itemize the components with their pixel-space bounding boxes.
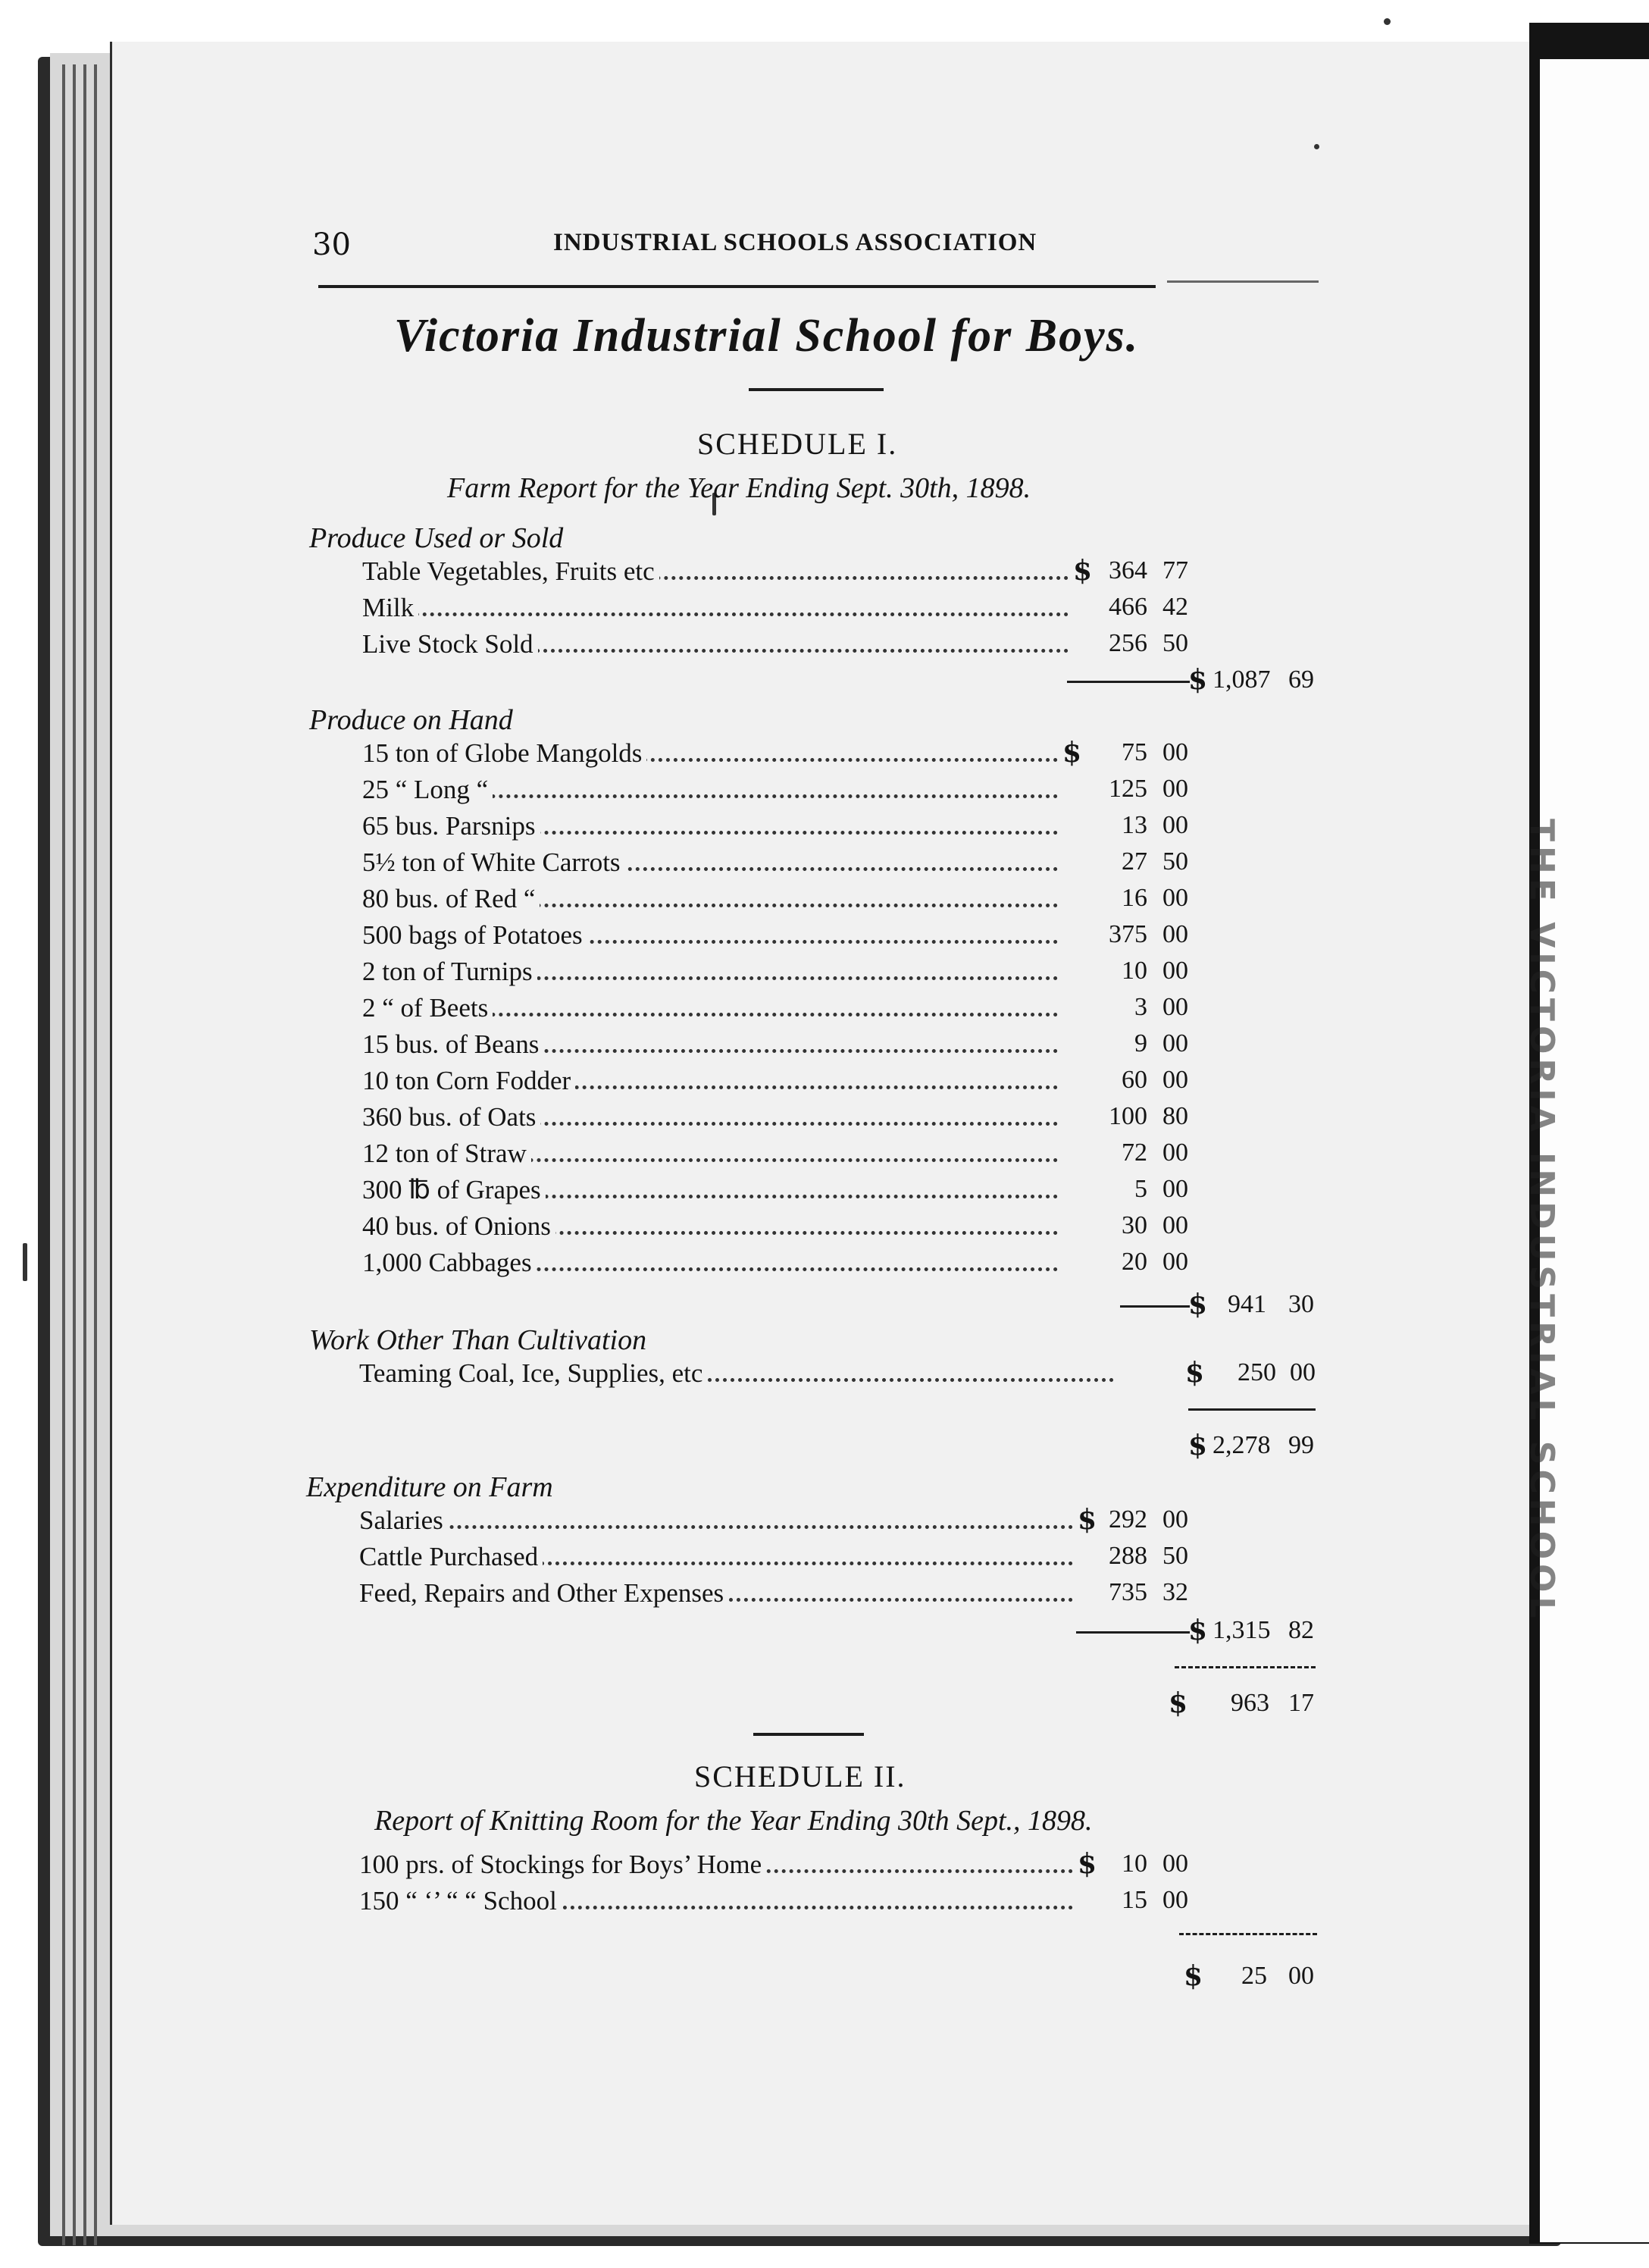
item-label: 5½ ton of White Carrots	[362, 847, 625, 878]
item-dollars: 72	[1122, 1139, 1147, 1167]
line-item	[362, 629, 1069, 664]
item-dollars: 16	[1122, 884, 1147, 912]
item-label: 100 prs. of Stockings for Boys’ Home	[359, 1850, 766, 1880]
line-item	[362, 957, 1058, 991]
item-dollars: 466	[1109, 593, 1147, 621]
line-item	[359, 1886, 1073, 1921]
section-total-cents: 82	[1288, 1616, 1314, 1644]
dollar-sign: $	[1073, 555, 1093, 587]
page-edge	[83, 64, 86, 2245]
item-cents: 00	[1162, 775, 1188, 803]
item-label: 500 bags of Potatoes	[362, 920, 587, 951]
item-cents: 00	[1162, 738, 1188, 766]
line-item	[359, 1358, 1114, 1393]
item-cents: 00	[1162, 1029, 1188, 1057]
dollar-sign: $	[1078, 1504, 1097, 1536]
dollar-sign: $	[1188, 1289, 1208, 1320]
item-label: 15 bus. of Beans	[362, 1029, 543, 1060]
item-dollars: 10	[1122, 1850, 1147, 1878]
dollar-sign: $	[1169, 1687, 1188, 1719]
section-label: Produce on Hand	[309, 704, 513, 736]
item-cents: 00	[1162, 1248, 1188, 1276]
subtotal-dash	[1188, 1408, 1316, 1411]
schedule-subtitle: Farm Report for the Year Ending Sept. 30th, 1898.	[447, 472, 1031, 504]
item-cents: 00	[1162, 920, 1188, 948]
item-label: 150 “ ‘’ “ “ School	[359, 1886, 562, 1916]
item-cents: 00	[1162, 1175, 1188, 1203]
item-dollars: 250	[1238, 1358, 1276, 1386]
line-item	[362, 1248, 1058, 1283]
item-dollars: 60	[1122, 1066, 1147, 1094]
item-label: Teaming Coal, Ice, Supplies, etc	[359, 1358, 707, 1389]
net-dash	[1175, 1666, 1316, 1671]
item-label: 2 “ of Beets	[362, 993, 493, 1023]
section-label: Expenditure on Farm	[306, 1471, 553, 1503]
net-dollars: 963	[1231, 1689, 1269, 1717]
line-item	[362, 738, 1058, 773]
line-item	[359, 1542, 1073, 1577]
item-dollars: 5	[1134, 1175, 1147, 1203]
total-dash	[1076, 1631, 1190, 1634]
item-cents: 50	[1162, 1542, 1188, 1570]
dollar-sign: $	[1078, 1848, 1097, 1880]
item-dollars: 735	[1109, 1578, 1147, 1606]
dollar-sign: $	[1188, 664, 1208, 696]
line-item	[362, 1175, 1058, 1210]
item-dollars: 3	[1134, 993, 1147, 1021]
item-dollars: 30	[1122, 1211, 1147, 1239]
item-cents: 00	[1162, 811, 1188, 839]
dot-leader	[377, 612, 1069, 619]
item-label: 15 ton of Globe Mangolds	[362, 738, 646, 769]
line-item	[362, 775, 1058, 810]
section-total-cents: 00	[1288, 1962, 1314, 1990]
header-rule	[318, 285, 1156, 288]
title-rule	[749, 388, 884, 391]
page-edge	[94, 64, 97, 2245]
line-item	[362, 593, 1069, 628]
schedule-subtitle: Report of Knitting Room for the Year Ending 30th Sept., 1898.	[374, 1805, 1093, 1837]
item-cents: 00	[1162, 1886, 1188, 1914]
section-total-dollars: 1,087	[1212, 666, 1271, 694]
line-item	[362, 847, 1058, 882]
item-cents: 00	[1162, 1850, 1188, 1878]
item-label: 65 bus. Parsnips	[362, 811, 540, 841]
item-dollars: 100	[1109, 1102, 1147, 1130]
item-label: 25 “ Long “	[362, 775, 493, 805]
total-dash	[1067, 681, 1190, 683]
item-cents: 00	[1162, 1139, 1188, 1167]
item-label: 80 bus. of Red “	[362, 884, 540, 914]
net-cents: 17	[1288, 1689, 1314, 1717]
item-cents: 00	[1162, 1211, 1188, 1239]
section-total-cents: 30	[1288, 1290, 1314, 1318]
line-item	[362, 1066, 1058, 1101]
item-label: 360 bus. of Oats	[362, 1102, 540, 1132]
scan-speck	[23, 1243, 27, 1281]
page-edge	[73, 64, 76, 2245]
item-label: 10 ton Corn Fodder	[362, 1066, 575, 1096]
section-total-dollars: 25	[1241, 1962, 1267, 1990]
line-item	[362, 1029, 1058, 1064]
item-label: Table Vegetables, Fruits etc	[362, 556, 659, 587]
item-cents: 77	[1162, 556, 1188, 584]
item-cents: 00	[1162, 993, 1188, 1021]
line-item	[362, 884, 1058, 919]
section-total-dollars: 941	[1228, 1290, 1266, 1318]
page-number: 30	[312, 227, 351, 262]
item-cents: 80	[1162, 1102, 1188, 1130]
item-label: 300 ℔ of Grapes	[362, 1175, 546, 1205]
item-label: 40 bus. of Onions	[362, 1211, 555, 1242]
item-cents: 00	[1162, 1505, 1188, 1533]
item-label: Feed, Repairs and Other Expenses	[359, 1578, 728, 1609]
page-title: Victoria Industrial School for Boys.	[394, 310, 1140, 362]
subtotal-dollars: 2,278	[1212, 1431, 1271, 1459]
section-label: Produce Used or Sold	[309, 522, 564, 554]
line-item	[362, 920, 1058, 955]
line-item	[359, 1505, 1073, 1540]
item-label: 12 ton of Straw	[362, 1139, 531, 1169]
line-item	[362, 556, 1069, 591]
facing-page-text: THE VICTORIA INDUSTRIAL SCHOOL	[1522, 819, 1561, 1623]
item-cents: 00	[1162, 1066, 1188, 1094]
line-item	[359, 1850, 1073, 1884]
dollar-sign: $	[1188, 1615, 1208, 1646]
item-label: Salaries	[359, 1505, 448, 1536]
item-dollars: 20	[1122, 1248, 1147, 1276]
item-dollars: 125	[1109, 775, 1147, 803]
total-dash	[1179, 1933, 1317, 1938]
subtotal-cents: 99	[1288, 1431, 1314, 1459]
item-dollars: 15	[1122, 1886, 1147, 1914]
section-total-dollars: 1,315	[1212, 1616, 1271, 1644]
line-item	[362, 1211, 1058, 1246]
section-rule	[753, 1733, 864, 1736]
section-label: Work Other Than Cultivation	[309, 1324, 647, 1356]
schedule-heading: SCHEDULE II.	[694, 1759, 906, 1793]
item-cents: 42	[1162, 593, 1188, 621]
dollar-sign: $	[1185, 1357, 1205, 1389]
item-cents: 50	[1162, 847, 1188, 876]
item-dollars: 9	[1134, 1029, 1147, 1057]
line-item	[362, 1102, 1058, 1137]
page-edge	[62, 64, 65, 2245]
item-cents: 00	[1290, 1358, 1316, 1386]
header-rule-faint	[1167, 280, 1319, 283]
line-item	[359, 1578, 1073, 1613]
item-cents: 50	[1162, 629, 1188, 657]
total-dash	[1120, 1305, 1190, 1308]
dot-leader	[374, 1525, 1073, 1532]
item-label: 1,000 Cabbages	[362, 1248, 537, 1278]
item-dollars: 375	[1109, 920, 1147, 948]
item-dollars: 292	[1109, 1505, 1147, 1533]
item-dollars: 10	[1122, 957, 1147, 985]
item-dollars: 288	[1109, 1542, 1147, 1570]
item-cents: 00	[1162, 884, 1188, 912]
section-total-cents: 69	[1288, 666, 1314, 694]
item-dollars: 75	[1122, 738, 1147, 766]
running-head: INDUSTRIAL SCHOOLS ASSOCIATION	[553, 229, 1037, 256]
item-dollars: 256	[1109, 629, 1147, 657]
item-dollars: 364	[1109, 556, 1147, 584]
item-cents: 00	[1162, 957, 1188, 985]
scan-speck	[1384, 18, 1391, 25]
item-label: Live Stock Sold	[362, 629, 538, 659]
dollar-sign: $	[1188, 1430, 1208, 1461]
line-item	[362, 811, 1058, 846]
item-dollars: 27	[1122, 847, 1147, 876]
line-item	[362, 993, 1058, 1028]
item-label: 2 ton of Turnips	[362, 957, 537, 987]
schedule-heading: SCHEDULE I.	[697, 427, 898, 461]
dollar-sign: $	[1184, 1960, 1203, 1992]
item-label: Cattle Purchased	[359, 1542, 543, 1572]
item-label: Milk	[362, 593, 418, 623]
dollar-sign: $	[1062, 737, 1082, 769]
scan-speck	[1314, 144, 1319, 149]
line-item	[362, 1139, 1058, 1173]
item-dollars: 13	[1122, 811, 1147, 839]
item-cents: 32	[1162, 1578, 1188, 1606]
